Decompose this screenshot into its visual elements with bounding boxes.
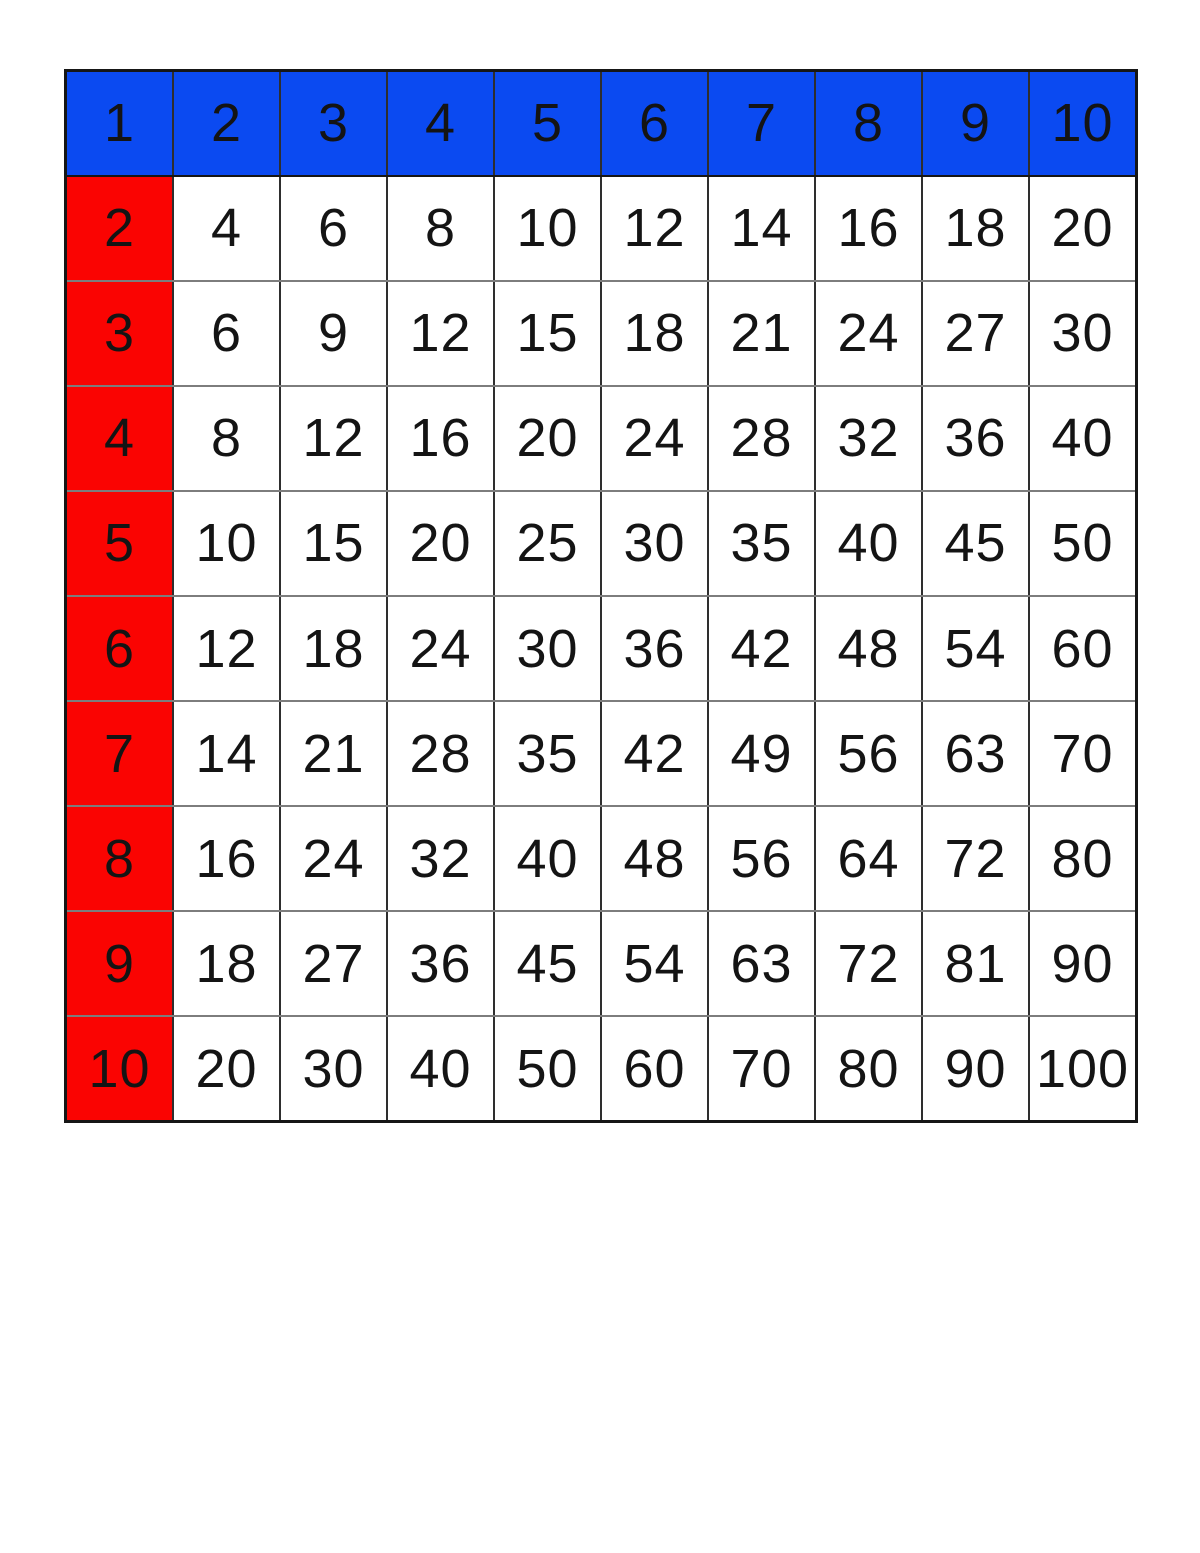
row-header-cell: 2 [66, 176, 174, 281]
product-cell: 42 [708, 596, 815, 701]
product-cell: 24 [601, 386, 708, 491]
product-cell: 27 [922, 281, 1029, 386]
product-cell: 4 [173, 176, 280, 281]
product-cell: 28 [387, 701, 494, 806]
row-header-cell: 3 [66, 281, 174, 386]
product-cell: 100 [1029, 1016, 1137, 1121]
row-header-cell: 6 [66, 596, 174, 701]
product-cell: 18 [173, 911, 280, 1016]
product-cell: 72 [922, 806, 1029, 911]
product-cell: 56 [708, 806, 815, 911]
product-cell: 8 [173, 386, 280, 491]
product-cell: 24 [815, 281, 922, 386]
product-cell: 15 [494, 281, 601, 386]
product-cell: 18 [922, 176, 1029, 281]
table-row [66, 491, 1137, 596]
product-cell: 50 [494, 1016, 601, 1121]
product-cell: 40 [387, 1016, 494, 1121]
product-cell: 16 [815, 176, 922, 281]
product-cell: 27 [280, 911, 387, 1016]
product-cell: 35 [494, 701, 601, 806]
product-cell: 45 [494, 911, 601, 1016]
column-header-cell: 1 [66, 71, 174, 176]
product-cell: 63 [922, 701, 1029, 806]
product-cell: 8 [387, 176, 494, 281]
product-cell: 32 [387, 806, 494, 911]
product-cell: 40 [1029, 386, 1137, 491]
product-cell: 9 [280, 281, 387, 386]
table-row [66, 596, 1137, 701]
column-header-cell: 4 [387, 71, 494, 176]
product-cell: 30 [494, 596, 601, 701]
product-cell: 18 [601, 281, 708, 386]
table-row [66, 911, 1137, 1016]
product-cell: 10 [173, 491, 280, 596]
product-cell: 49 [708, 701, 815, 806]
product-cell: 35 [708, 491, 815, 596]
table-body [66, 71, 1137, 1122]
product-cell: 12 [601, 176, 708, 281]
product-cell: 32 [815, 386, 922, 491]
row-header-cell: 9 [66, 911, 174, 1016]
product-cell: 36 [922, 386, 1029, 491]
row-header-cell: 10 [66, 1016, 174, 1121]
product-cell: 80 [815, 1016, 922, 1121]
product-cell: 60 [1029, 596, 1137, 701]
product-cell: 48 [815, 596, 922, 701]
product-cell: 16 [387, 386, 494, 491]
product-cell: 48 [601, 806, 708, 911]
product-cell: 70 [708, 1016, 815, 1121]
product-cell: 90 [1029, 911, 1137, 1016]
product-cell: 70 [1029, 701, 1137, 806]
table-row [66, 701, 1137, 806]
product-cell: 28 [708, 386, 815, 491]
product-cell: 10 [494, 176, 601, 281]
row-header-cell: 5 [66, 491, 174, 596]
product-cell: 12 [173, 596, 280, 701]
product-cell: 30 [601, 491, 708, 596]
column-header-cell: 9 [922, 71, 1029, 176]
product-cell: 30 [280, 1016, 387, 1121]
column-header-cell: 10 [1029, 71, 1137, 176]
column-header-cell: 3 [280, 71, 387, 176]
row-header-cell: 7 [66, 701, 174, 806]
product-cell: 30 [1029, 281, 1137, 386]
product-cell: 6 [173, 281, 280, 386]
product-cell: 36 [601, 596, 708, 701]
product-cell: 20 [1029, 176, 1137, 281]
product-cell: 40 [494, 806, 601, 911]
table-row [66, 806, 1137, 911]
product-cell: 14 [708, 176, 815, 281]
product-cell: 40 [815, 491, 922, 596]
table-row [66, 1016, 1137, 1121]
product-cell: 50 [1029, 491, 1137, 596]
product-cell: 63 [708, 911, 815, 1016]
column-header-row [66, 71, 1137, 176]
product-cell: 56 [815, 701, 922, 806]
product-cell: 42 [601, 701, 708, 806]
multiplication-table [64, 69, 1138, 1123]
product-cell: 36 [387, 911, 494, 1016]
column-header-cell: 5 [494, 71, 601, 176]
column-header-cell: 8 [815, 71, 922, 176]
product-cell: 14 [173, 701, 280, 806]
product-cell: 81 [922, 911, 1029, 1016]
product-cell: 64 [815, 806, 922, 911]
product-cell: 6 [280, 176, 387, 281]
column-header-cell: 2 [173, 71, 280, 176]
product-cell: 16 [173, 806, 280, 911]
product-cell: 15 [280, 491, 387, 596]
product-cell: 25 [494, 491, 601, 596]
product-cell: 18 [280, 596, 387, 701]
product-cell: 72 [815, 911, 922, 1016]
product-cell: 45 [922, 491, 1029, 596]
product-cell: 20 [494, 386, 601, 491]
product-cell: 54 [922, 596, 1029, 701]
row-header-cell: 8 [66, 806, 174, 911]
table-row [66, 176, 1137, 281]
table-row [66, 281, 1137, 386]
product-cell: 60 [601, 1016, 708, 1121]
product-cell: 12 [280, 386, 387, 491]
product-cell: 54 [601, 911, 708, 1016]
column-header-cell: 7 [708, 71, 815, 176]
table-row [66, 386, 1137, 491]
product-cell: 20 [173, 1016, 280, 1121]
column-header-cell: 6 [601, 71, 708, 176]
row-header-cell: 4 [66, 386, 174, 491]
product-cell: 21 [280, 701, 387, 806]
product-cell: 24 [387, 596, 494, 701]
product-cell: 12 [387, 281, 494, 386]
product-cell: 90 [922, 1016, 1029, 1121]
product-cell: 21 [708, 281, 815, 386]
product-cell: 24 [280, 806, 387, 911]
product-cell: 80 [1029, 806, 1137, 911]
product-cell: 20 [387, 491, 494, 596]
